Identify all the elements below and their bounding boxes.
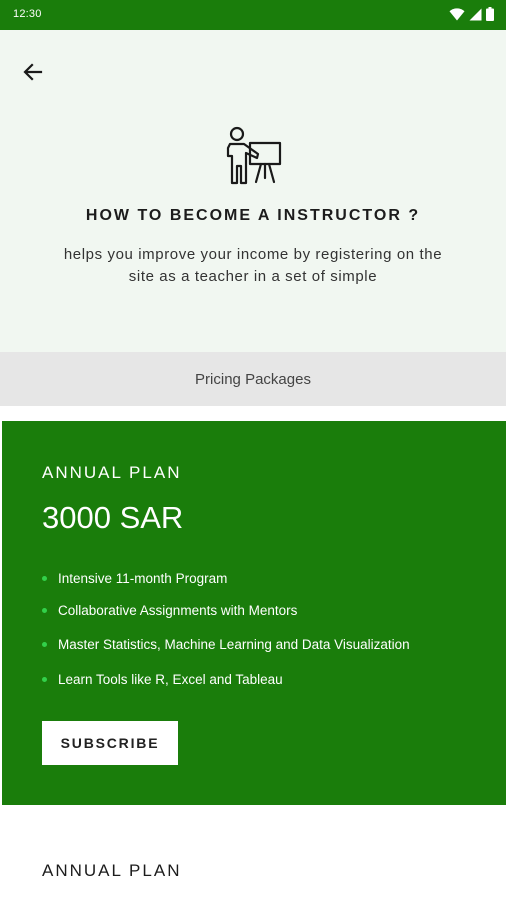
bullet-icon: [42, 677, 47, 682]
arrow-left-icon: [21, 60, 45, 84]
plan-price: 3000 SAR: [42, 500, 184, 535]
feature-text: Master Statistics, Machine Learning and Data Visualization: [58, 637, 410, 652]
status-icons: [449, 7, 494, 21]
bullet-icon: [42, 576, 47, 581]
feature-text: Intensive 11-month Program: [58, 571, 228, 586]
teacher-board-icon: [222, 126, 286, 186]
plan-name: ANNUAL PLAN: [42, 463, 182, 482]
bullet-icon: [42, 608, 47, 613]
battery-icon: [486, 7, 494, 21]
status-time: 12:30: [13, 8, 42, 20]
feature-text: Collaborative Assignments with Mentors: [58, 603, 298, 618]
bullet-icon: [42, 642, 47, 647]
plan-name: ANNUAL PLAN: [42, 861, 182, 880]
hero-description: helps you improve your income by registering on the site as a teacher in a set of simple: [63, 246, 443, 285]
back-button[interactable]: [16, 58, 50, 86]
feature-text: Learn Tools like R, Excel and Tableau: [58, 672, 283, 687]
plan-card-annual: [2, 421, 506, 805]
hero-section: [0, 30, 506, 352]
feature-item: [42, 603, 297, 618]
feature-item: [42, 672, 283, 687]
feature-item: [42, 571, 227, 586]
feature-item: [42, 637, 410, 652]
status-bar: [0, 0, 506, 30]
signal-icon: [469, 8, 482, 21]
wifi-icon: [449, 8, 465, 21]
hero-title: HOW TO BECOME A INSTRUCTOR ?: [85, 207, 421, 224]
subscribe-button[interactable]: SUBSCRIBE: [42, 721, 178, 765]
pricing-packages-header: [0, 352, 506, 406]
pricing-packages-label: Pricing Packages: [195, 371, 311, 388]
